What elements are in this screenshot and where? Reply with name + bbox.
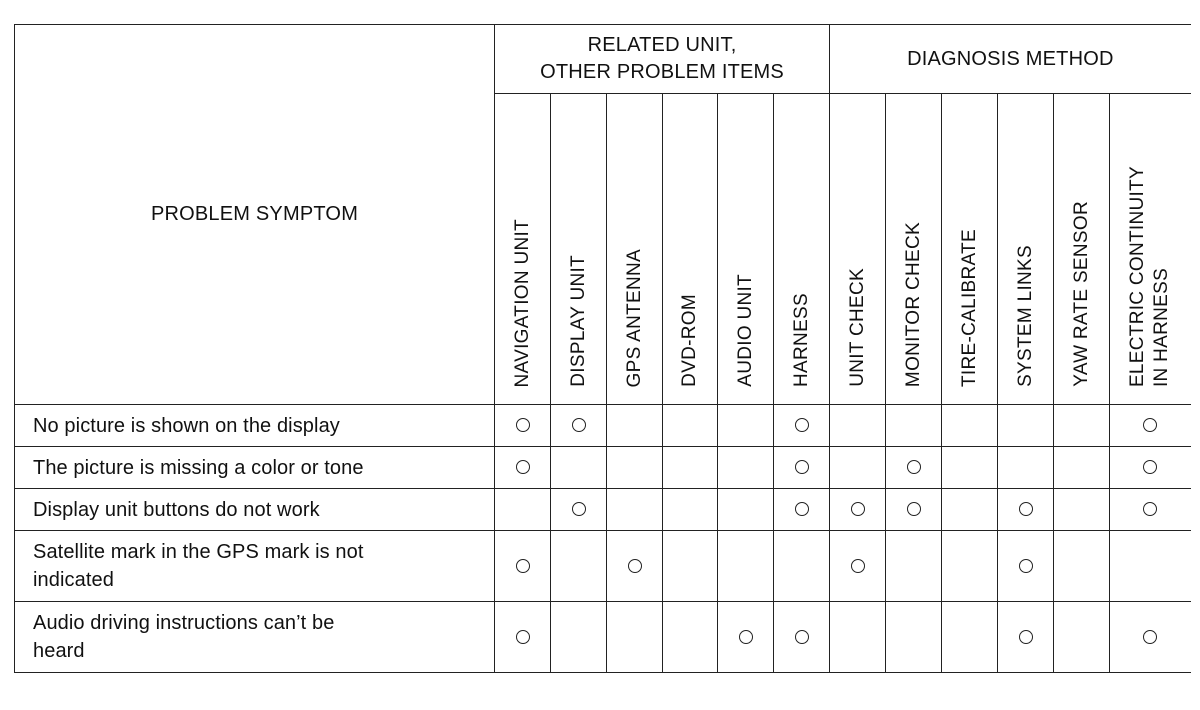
- circle-mark-icon: [516, 460, 530, 474]
- related-unit-group-header: [495, 25, 830, 94]
- column-header-label: [511, 219, 535, 387]
- circle-mark-icon: [628, 559, 642, 573]
- symptom-cell: [15, 489, 495, 531]
- mark-cell: [942, 602, 998, 673]
- mark-cell: [663, 602, 718, 673]
- column-header-navigation-unit: [495, 94, 551, 405]
- related-unit-header-line-2: OTHER PROBLEM ITEMS: [540, 61, 784, 83]
- symptom-rows: [15, 405, 1191, 673]
- mark-cell: [551, 602, 607, 673]
- mark-cell: [886, 489, 942, 531]
- column-header-label-line: DISPLAY UNIT: [567, 255, 589, 387]
- column-header-label: [623, 249, 647, 387]
- mark-cell: [998, 489, 1054, 531]
- mark-cell: [1110, 489, 1191, 531]
- symptom-text: indicated: [33, 569, 114, 591]
- mark-cell: [942, 447, 998, 489]
- circle-mark-icon: [1019, 630, 1033, 644]
- symptom-cell: [15, 602, 495, 673]
- symptom-text: Satellite mark in the GPS mark is not: [33, 541, 364, 563]
- mark-cell: [1054, 531, 1110, 602]
- column-header-gps-antenna: [607, 94, 663, 405]
- symptom-text: heard: [33, 640, 85, 662]
- circle-mark-icon: [1019, 502, 1033, 516]
- column-header-label: [567, 255, 591, 387]
- mark-cell: [718, 405, 774, 447]
- column-header-label-line: YAW RATE SENSOR: [1070, 201, 1092, 387]
- mark-cell: [718, 489, 774, 531]
- mark-cell: [830, 405, 886, 447]
- mark-cell: [1054, 489, 1110, 531]
- mark-cell: [998, 531, 1054, 602]
- table-row: [15, 489, 1191, 531]
- mark-cell: [495, 447, 551, 489]
- mark-cell: [998, 405, 1054, 447]
- column-header-label-line: SYSTEM LINKS: [1014, 245, 1036, 387]
- mark-cell: [607, 531, 663, 602]
- group-header-row: [15, 25, 1191, 94]
- circle-mark-icon: [516, 630, 530, 644]
- circle-mark-icon: [795, 502, 809, 516]
- mark-cell: [942, 531, 998, 602]
- mark-cell: [998, 602, 1054, 673]
- mark-cell: [607, 489, 663, 531]
- mark-cell: [663, 489, 718, 531]
- mark-cell: [663, 447, 718, 489]
- mark-cell: [495, 405, 551, 447]
- mark-cell: [1054, 447, 1110, 489]
- circle-mark-icon: [851, 502, 865, 516]
- circle-mark-icon: [1019, 559, 1033, 573]
- circle-mark-icon: [516, 559, 530, 573]
- symptom-cell: [15, 531, 495, 602]
- problem-symptom-header: PROBLEM SYMPTOM: [15, 25, 495, 405]
- column-header-monitor-check: [886, 94, 942, 405]
- column-header-label: [846, 268, 870, 387]
- column-header-label: [678, 294, 702, 387]
- mark-cell: [551, 405, 607, 447]
- circle-mark-icon: [795, 460, 809, 474]
- mark-cell: [1054, 602, 1110, 673]
- mark-cell: [718, 602, 774, 673]
- mark-cell: [942, 489, 998, 531]
- symptom-text: No picture is shown on the display: [33, 414, 340, 437]
- mark-cell: [1054, 405, 1110, 447]
- circle-mark-icon: [795, 418, 809, 432]
- mark-cell: [886, 405, 942, 447]
- column-header-audio-unit: [718, 94, 774, 405]
- circle-mark-icon: [516, 418, 530, 432]
- mark-cell: [830, 602, 886, 673]
- mark-cell: [886, 447, 942, 489]
- related-unit-header-line-1: RELATED UNIT,: [587, 34, 737, 56]
- circle-mark-icon: [795, 630, 809, 644]
- column-header-label-line: GPS ANTENNA: [623, 248, 645, 387]
- mark-cell: [886, 531, 942, 602]
- column-header-label: [1126, 166, 1174, 387]
- mark-cell: [998, 447, 1054, 489]
- mark-cell: [495, 489, 551, 531]
- circle-mark-icon: [572, 418, 586, 432]
- mark-cell: [1110, 447, 1191, 489]
- column-header-electric-continuity-in-harness: [1110, 94, 1191, 405]
- circle-mark-icon: [1143, 630, 1157, 644]
- column-header-label-line: HARNESS: [790, 293, 812, 387]
- column-header-label: [790, 293, 814, 387]
- diagnosis-method-group-header: DIAGNOSIS METHOD: [830, 25, 1191, 94]
- mark-cell: [551, 447, 607, 489]
- column-header-system-links: [998, 94, 1054, 405]
- column-header-label-line: AUDIO UNIT: [734, 274, 756, 387]
- column-header-label: [902, 222, 926, 387]
- mark-cell: [830, 447, 886, 489]
- mark-cell: [830, 489, 886, 531]
- column-header-label: [1070, 201, 1094, 387]
- table-row: [15, 602, 1191, 673]
- column-header-display-unit: [551, 94, 607, 405]
- mark-cell: [774, 531, 830, 602]
- symptom-cell: [15, 447, 495, 489]
- symptom-cell: [15, 405, 495, 447]
- mark-cell: [607, 447, 663, 489]
- mark-cell: [718, 531, 774, 602]
- column-header-label-line: ELECTRIC CONTINUITY: [1127, 165, 1149, 387]
- mark-cell: [495, 531, 551, 602]
- circle-mark-icon: [1143, 460, 1157, 474]
- mark-cell: [774, 602, 830, 673]
- mark-cell: [774, 447, 830, 489]
- symptom-text: Display unit buttons do not work: [33, 498, 320, 521]
- symptom-text: Audio driving instructions can’t be: [33, 612, 335, 634]
- mark-cell: [718, 447, 774, 489]
- mark-cell: [551, 531, 607, 602]
- symptom-text: The picture is missing a color or tone: [33, 456, 364, 479]
- table-row: [15, 447, 1191, 489]
- mark-cell: [1110, 531, 1191, 602]
- column-header-label-line: NAVIGATION UNIT: [511, 218, 533, 387]
- diagnosis-table: [14, 24, 1191, 673]
- circle-mark-icon: [1143, 502, 1157, 516]
- mark-cell: [942, 405, 998, 447]
- mark-cell: [830, 531, 886, 602]
- circle-mark-icon: [739, 630, 753, 644]
- circle-mark-icon: [851, 559, 865, 573]
- mark-cell: [607, 405, 663, 447]
- circle-mark-icon: [907, 502, 921, 516]
- column-header-dvd-rom: [663, 94, 718, 405]
- column-header-label-line: DVD-ROM: [679, 294, 700, 387]
- mark-cell: [886, 602, 942, 673]
- mark-cell: [663, 531, 718, 602]
- column-header-unit-check: [830, 94, 886, 405]
- table-row: [15, 405, 1191, 447]
- column-header-label: [958, 229, 982, 387]
- column-header-label-line: IN HARNESS: [1151, 267, 1173, 387]
- circle-mark-icon: [1143, 418, 1157, 432]
- mark-cell: [774, 489, 830, 531]
- mark-cell: [551, 489, 607, 531]
- column-header-label: [734, 274, 758, 387]
- mark-cell: [663, 405, 718, 447]
- column-header-yaw-rate-sensor: [1054, 94, 1110, 405]
- circle-mark-icon: [907, 460, 921, 474]
- mark-cell: [1110, 405, 1191, 447]
- mark-cell: [607, 602, 663, 673]
- column-header-harness: [774, 94, 830, 405]
- table-row: [15, 531, 1191, 602]
- column-header-tire-calibrate: [942, 94, 998, 405]
- column-header-label-line: UNIT CHECK: [846, 268, 868, 387]
- column-header-label-line: TIRE-CALIBRATE: [958, 229, 980, 387]
- circle-mark-icon: [572, 502, 586, 516]
- mark-cell: [774, 405, 830, 447]
- mark-cell: [495, 602, 551, 673]
- column-header-label: [1014, 245, 1038, 387]
- column-header-label-line: MONITOR CHECK: [902, 221, 924, 387]
- mark-cell: [1110, 602, 1191, 673]
